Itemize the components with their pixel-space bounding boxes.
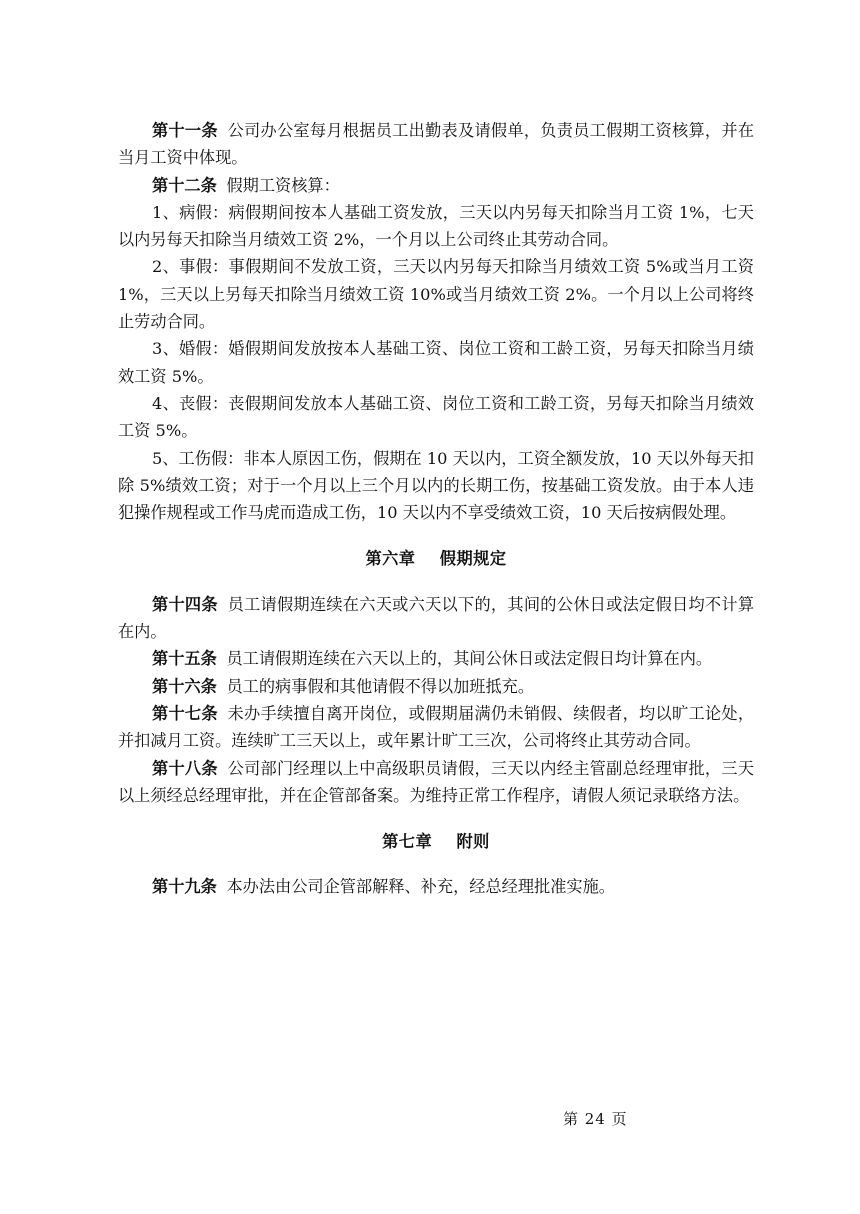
article-label: 第十二条 (152, 175, 217, 195)
article-17 (118, 700, 754, 755)
article-label: 第十八条 (152, 758, 218, 778)
chapter-7-heading (118, 828, 754, 855)
article-text: 员工的病事假和其他请假不得以加班抵充。 (226, 676, 535, 696)
article-label: 第十四条 (152, 594, 218, 614)
chapter-6-heading (118, 545, 754, 572)
article-label: 第十九条 (152, 877, 217, 897)
article-text: 公司部门经理以上中高级职员请假，三天以内经主管副总经理审批，三天以上须经总经理审批，并在企管部备案。为维持正常工作程序，请假人须记录联络方法。 (118, 758, 755, 805)
leave-item-bereavement: 4、丧假：丧假期间发放本人基础工资、岗位工资和工龄工资，另每天扣除当月绩效工资 5%。 (118, 393, 754, 441)
article-label: 第十一条 (152, 121, 218, 140)
article-18 (118, 755, 754, 810)
chapter-title: 附则 (456, 832, 490, 852)
leave-item-injury: 5、工伤假：非本人原因工伤，假期在 10 天以内，工资全额发放，10 天以外每天扣除 5%绩效工资；对于一个月以上三个月以内的长期工伤，按基础工资发放。由于本人违犯操作规程或工作马虎而造成工伤，10 天以内不享受绩效工资，10 天后按病假处理。 (118, 448, 754, 523)
leave-item-personal: 2、事假：事假期间不发放工资，三天以内另每天扣除当月绩效工资 5%或当月工资 1%，三天以上另每天扣除当月绩效工资 10%或当月绩效工资 2%。一个月以上公司将终止劳动合同。 (118, 257, 754, 332)
article-text: 公司办公室每月根据员工出勤表及请假单，负责员工假期工资核算，并在当月工资中体现。 (118, 121, 755, 168)
article-12 (118, 172, 754, 199)
article-text: 假期工资核算： (226, 175, 340, 195)
leave-item-sick: 1、病假：病假期间按本人基础工资发放，三天以内另每天扣除当月工资 1%，七天以内另每天扣除当月绩效工资 2%，一个月以上公司终止其劳动合同。 (118, 202, 754, 250)
chapter-number: 第七章 (382, 832, 433, 852)
article-16 (118, 673, 754, 700)
article-text: 员工请假期连续在六天或六天以下的，其间的公休日或法定假日均不计算在内。 (118, 594, 755, 642)
article-label: 第十七条 (152, 703, 218, 723)
article-15 (118, 645, 754, 672)
chapter-title: 假期规定 (439, 549, 507, 569)
article-label: 第十五条 (152, 649, 217, 669)
article-text: 本办法由公司企管部解释、补充，经总经理批准实施。 (226, 877, 615, 897)
document-body (118, 117, 754, 901)
chapter-number: 第六章 (365, 549, 416, 569)
article-text: 员工请假期连续在六天以上的，其间公休日或法定假日均计算在内。 (226, 649, 713, 669)
article-label: 第十六条 (152, 676, 217, 696)
article-19 (118, 873, 754, 900)
leave-item-marriage: 3、婚假：婚假期间发放按本人基础工资、岗位工资和工龄工资，另每天扣除当月绩效工资 5%。 (118, 339, 754, 386)
article-text: 未办手续擅自离开岗位，或假期届满仍未销假、续假者，均以旷工论处，并扣减月工资。连续旷工三天以上，或年累计旷工三次，公司将终止其劳动合同。 (118, 703, 755, 751)
article-11 (118, 117, 754, 172)
page-number: 第 24 页 (563, 1110, 628, 1128)
article-14 (118, 591, 754, 646)
